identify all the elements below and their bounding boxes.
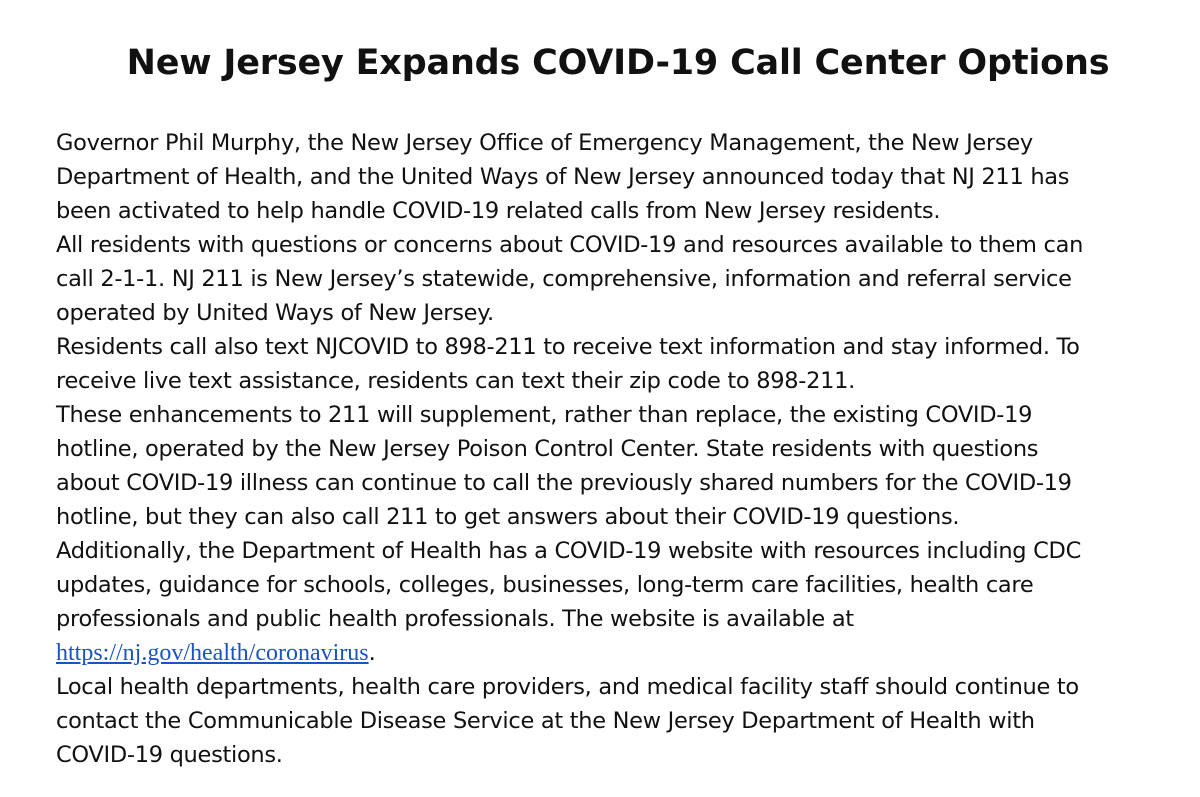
link-suffix: . [368,640,376,666]
body-line: call 2-1-1. NJ 211 is New Jersey’s statewide, comprehensive, information and referral service [56,266,1072,292]
page-title: New Jersey Expands COVID-19 Call Center Options [126,43,1110,83]
body-line: been activated to help handle COVID-19 related calls from New Jersey residents. [56,198,941,224]
body-line: All residents with questions or concerns about COVID-19 and resources available to them can [56,232,1084,258]
body-line: Additionally, the Department of Health has a COVID-19 website with resources including CDC [56,538,1081,564]
body-line: professionals and public health professionals. The website is available at [56,606,854,632]
body-line: Local health departments, health care providers, and medical facility staff should continue to [56,674,1079,700]
body-line: Residents call also text NJCOVID to 898-211 to receive text information and stay informed. To [56,334,1080,360]
body-line: These enhancements to 211 will supplement, rather than replace, the existing COVID-19 [56,402,1033,428]
body-line: Governor Phil Murphy, the New Jersey Office of Emergency Management, the New Jersey [56,130,1033,156]
link-line [56,636,1160,670]
body-line: receive live text assistance, residents can text their zip code to 898-211. [56,368,856,394]
body-line: updates, guidance for schools, colleges, businesses, long-term care facilities, health care [56,572,1034,598]
body-line: hotline, but they can also call 211 to get answers about their COVID-19 questions. [56,504,960,530]
body-line: about COVID-19 illness can continue to call the previously shared numbers for the COVID-19 [56,470,1072,496]
body-line: operated by United Ways of New Jersey. [56,300,494,326]
body-line: hotline, operated by the New Jersey Poison Control Center. State residents with questions [56,436,1039,462]
coronavirus-website-link[interactable]: https://nj.gov/health/coronavirus [56,640,369,666]
body-line: COVID-19 questions. [56,742,283,768]
article-body [56,126,1160,772]
body-line: Department of Health, and the United Ways of New Jersey announced today that NJ 211 has [56,164,1070,190]
body-line: contact the Communicable Disease Service at the New Jersey Department of Health with [56,708,1035,734]
